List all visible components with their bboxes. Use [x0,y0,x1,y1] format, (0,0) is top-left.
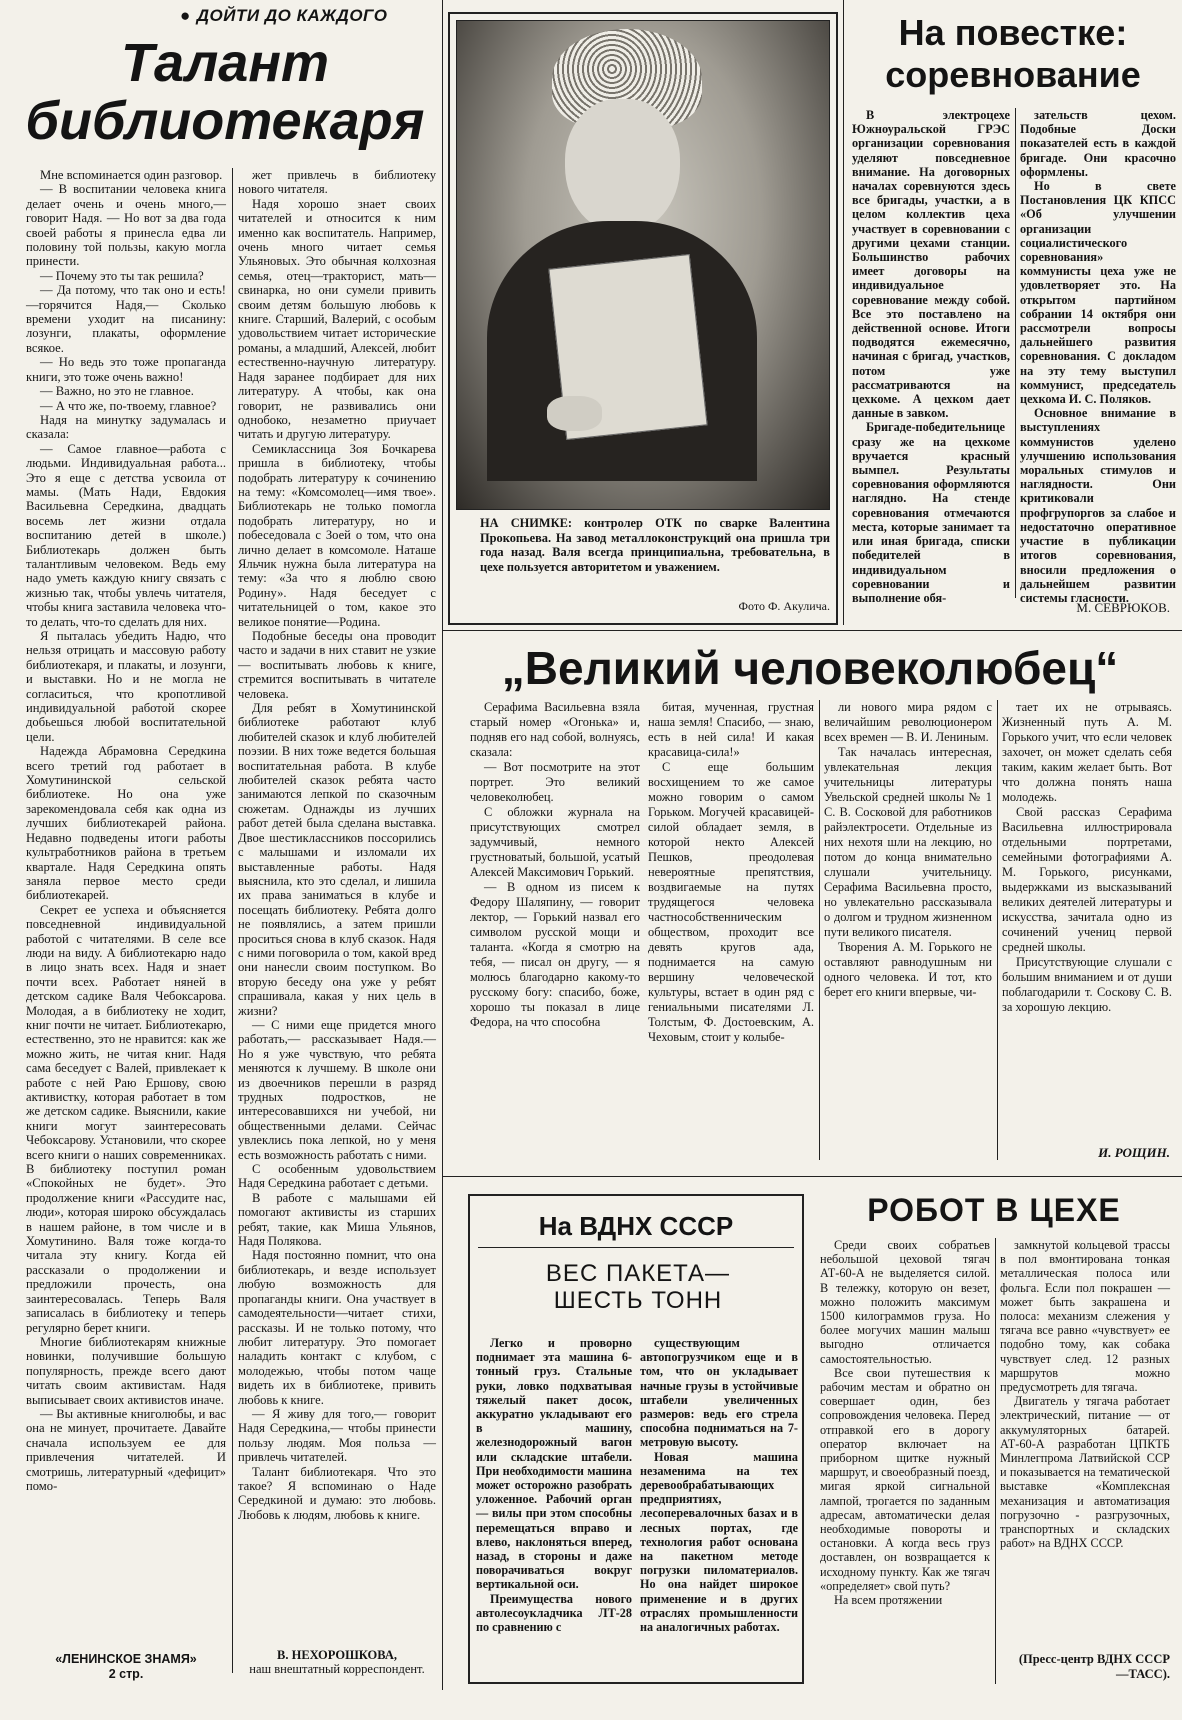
paragraph: — Самое главное—работа с людьми. Индивидуальная работа... Это я еще с детства усвоила от мамы. (Мать Нади, Евдокия Васильевна Середкина, двадцать восемь лет жизни отдала воспитанию детей в школе.) Библиотекарь должен быть талантливым человеком. Ведь ему надо уметь каждую книгу связать с жизнью так, чтобы увлечь читателя, чтобы книга заставила человека что-то делать, что-то сделать для них. [26,441,226,629]
paragraph: С особенным удовольствием Надя Середкина работает с детьми. [238,1162,436,1191]
paragraph: тает их не отрываясь. Жизненный путь А. М. Горького учит, что если человек захочет, он может сделать себя таким, каким желает быть. Вот что должна понять наша молодежь. [1002,700,1172,804]
paragraph: Основное внимание в выступлениях коммунистов уделено улучшению использования моральных стимулов и наглядности. Они критиковали профгрупоргов за слабое и недостаточно оперативное участие в публикации итогов соревнования, вносили предложения о дальнейшем развитии системы гласности. [1020,406,1176,605]
paragraph: Преимущества нового автолесоукладчика ЛТ-28 по сравнению с [476,1591,632,1635]
vdnh-article-title: ВЕС ПАКЕТА— ШЕСТЬ ТОНН [545,1260,731,1314]
vdnh-header [478,1204,794,1248]
talant-column-1 [26,168,226,1673]
paragraph: — Важно, но это не главное. [40,384,194,399]
povestka-signature: М. СЕВРЮКОВ. [1076,600,1170,615]
column-rule [1015,108,1016,598]
paragraph: С обложки журнала на присутствующих смотрел задумчивый, немного грустноватый, большой, усатый Алексей Максимович Горький. [470,805,640,879]
section-rule [443,630,1182,631]
page-number: 2 стр. [108,1667,144,1681]
paragraph: — Почему это ты так решила? [40,268,204,283]
paragraph: Я пыталась убедить Надю, что нельзя отрицать и массовую работу библиотекаря, и плакаты, и лозунги, и выставки. Но и не могла не согласиться, что кропотливой индивидуальной работой скорее добьешься любой воспитательной цели. [26,629,226,744]
vdnh-column-1 [476,1336,632,1680]
povestka-column-1 [852,108,1010,613]
paragraph: Бригаде-победительнице сразу же на цехкоме вручается красный вымпел. Результаты соревнования оформляются наглядно. На стенде соревнования отмечаются места, которые занимает та или иная бригада, списки победителей в индивидуальном соревновании и выполнение обя- [852,420,1010,605]
paragraph: Свой рассказ Серафима Васильевна иллюстрировала отдельными портретами, семейными фотографиями А. М. Горького, рисунками, выдержками из высказываний великих деятелей литературы и искусства, зачитала одно из сочинений учениц первой средней школы. [1002,805,1172,954]
paragraph: Присутствующие слушали с большим вниманием и от души поблагодарили т. Соскову С. В. за хорошую лекцию. [1002,955,1172,1014]
vdnh-box [468,1194,804,1684]
robot-signature: (Пресс-центр ВДНХ СССР—ТАСС). [1018,1652,1170,1681]
paragraph: — В воспитании человека книга делает очень и очень много,— говорит Надя. — Но вот за два года своей работы я принесла едва ли половину той пользы, какую могла принести. [26,182,226,269]
paragraph: существующим автопогрузчиком еще и в том, что он укладывает начные грузы в устойчивые штабели увеличенных размеров: ведь его стрела способна подниматься на 7-метровую высоту. [640,1336,798,1450]
author-name: В. НЕХОРОШКОВА, [277,1648,397,1662]
vdnh-column-2 [640,1336,798,1680]
portrait-photo [456,20,830,510]
paragraph: зательств цехом. Подобные Доски показателей есть в каждой бригаде. Они красочно оформлены. [1020,108,1176,179]
paragraph: Новая машина незаменима на тех деревообрабатывающих предприятиях, лесоперевалочных базах и в лесных портах, где технология работ основана на пакетном методе погрузки пиломатериалов. Но она найдет широкое применение и в других отраслях промышленности на аналогичных работах. [640,1449,798,1635]
paragraph: — В одном из писем к Федору Шаляпину, — говорит лектор, — Горький назвал его символом русской мощи и таланта. «Когда я смотрю на тебя, — писал он другу, — я молюсь благодарно какому-то русскому богу: спасибо, боже, хорошо ты показал в лице Федора, на что способна [470,880,640,1029]
photo-caption: НА СНИМКЕ: контролер ОТК по сварке Валентина Прокопьева. На завод металлоконструкций она пришла три года назад. Валя всегда принципиальна, требовательна, в цехе пользуется авторитетом и уважением. [480,516,830,574]
column-rule [819,700,820,1160]
velikiy-column-4 [1002,700,1172,1140]
vdnh-box-title: На ВДНХ СССР [538,1211,734,1241]
paragraph: Серафима Васильевна взяла старый номер «Огонька» и, подняв его над собой, волнуясь, сказала: [470,700,640,759]
paragraph: На всем протяжении [834,1593,943,1608]
talant-signature [238,1648,436,1676]
paragraph: В электроцехе Южноуральской ГРЭС организации соревнования уделяют повседневное внимание. На договорных началах соревнуются здесь все бригады, участки, а в целом коллектив цеха участвует в соревновании с другими цехами станции. Большинство рабочих имеет договоры на индивидуальное соревнование между собой. Все это поставлено на действенной основе. Итоги подводятся ежемесячно, начиная с бригад, участков, потом уже рассматриваются на цехкоме. А цехком дает данные в завком. [852,108,1010,421]
paragraph: — Да потому, что так оно и есть!—горячится Надя,— Сколько времени уходит на писанину: лозунги, плакаты, оформление всякое. [26,283,226,355]
paragraph: — Вы активные книголюбы, и вас она не минует, прочитаете. Давайте сначала используем ее для привлечения читателей. И смотришь, литературный «дефицит» помо- [26,1406,226,1493]
paragraph: Надя постоянно помнит, что она библиотекарь, и везде использует любую возможность для пропаганды книги. Она участвует в самодеятельности—читает стихи, рассказы. И не только потому, что любит литературу. Это помогает наладить контакт с клубом, с молодежью, чтобы потом чаще видеть их в библиотеке, привить любовь к книге. [238,1248,436,1407]
column-rule [995,1238,996,1684]
paragraph: жет привлечь в библиотеку нового читателя. [238,168,436,197]
photo-hand [547,396,602,431]
paragraph: — С ними еще придется много работать,— рассказывает Надя.— Но я уже чувствую, что ребята меняются к лучшему. В школе они из двоечников перешли в разряд трудных подростков, не интересовавшихся ни учебой, ни общественными делами. Сейчас увлеклись пока лепкой, но у меня есть возможность работать с ними. [238,1017,436,1162]
article-title-velikiy: „Великий человеколюбец“ [501,642,1119,694]
talant-column-2 [238,168,436,1643]
paragraph: Легко и проворно поднимает эта машина 6-тонный груз. Стальные руки, ловко подхватывая тяжелый пакет досок, аккуратно укладывают его в машину, железнодорожный вагон или складские штабели. При необходимости машина может осторожно разобрать уложенное. Рабочий орган — вилы при этом способны перемещаться вправо и влево, наклоняться вперед, назад, в стороны и даже поворачиваться вокруг вертикальной оси. [476,1336,632,1592]
article-title-robot: РОБОТ В ЦЕХЕ [867,1192,1121,1228]
paragraph: Надежда Абрамовна Середкина всего третий год работает в Хомутининской сельской библиотеке. Но она уже зарекомендовала себя как одна из лучших библиотекарей района. Недавно подведены итоги работы культработников района в третьем квартале. Надя Середкина опять заняла первое место среди библиотекарей. [26,744,226,903]
paragraph: Семиклассница Зоя Бочкарева пришла в библиотеку, чтобы подобрать литературу к сочинению на тему: «Комсомолец—имя твое». Библиотекарь не только помогла подобрать литературу, но и побеседовала с Зоей о том, что она лично делает в комсомоле. Наташе Яльчик нужна была литература на тему: «За что я люблю свою Родину». Надя беседует с читательницей о том, какое это великое понятие—Родина. [238,441,436,629]
section-kicker: ● ДОЙТИ ДО КАЖДОГО [180,6,388,25]
paragraph: Так началась интересная, увлекательная лекция учительницы литературы Увельской средней школы № 1 С. В. Сосковой для работников райэлектросети. Отдельные из них нехотя шли на лекцию, но потом до конца внимательно слушали учительницу. Серафима Васильевна просто, но увлекательно рассказывала о долгом и трудном жизненном пути великого писателя. [824,745,992,939]
paragraph: Многие библиотекарям книжные новинки, получившие большую популярность, прежде всего дают читать своим активистам. Надя выписывает своих активистов иначе. [26,1334,226,1407]
povestka-column-2 [1020,108,1176,605]
velikiy-column-3 [824,700,992,1160]
paragraph: битая, мученная, грустная наша земля! Спасибо, — знаю, есть в ней сила! И какая красавица-сила!» [648,700,814,759]
section-rule [442,0,443,1690]
paragraph: Надя хорошо знает своих читателей и относится к ним именно как воспитатель. Например, очень много читает семья Ульяновых. Это обычная колхозная семья, отец—тракторист, мать—свинарка, но они сумели привить своим детям большую любовь к книге. Старший, Валерий, с особым удовольствием читает исторические романы, а младший, Алексей, любит естественно-научную литературу. Надя заранее подбирает для них литературу. А чтобы, как она говорит, не развивались они однобоко, незаметно приучает читать и другую литературу. [238,196,436,442]
velikiy-column-1 [470,700,640,1160]
paragraph: Для ребят в Хомутининской библиотеке работают клуб любителей сказок и клуб любителей поэзии. В них тоже ведется большая воспитательная работа. В клубе любителей сказок ребята часто занимаются лепкой по сказочным сюжетам. Однажды из лучших работ детей была сделана выставка. Двое шестиклассников поссорились с малышами и изломали их выставленные работы. Надя выяснила, кто это сделал, и лишила их права заниматься в клубе и посещать библиотеку. Ребята долго не появлялись, а затем пришли проситься снова в клуб сказок. Надя с ними поговорила о том, какой вред они нанесли своим поступком. Во вторую беседу она уже у ребят спрашивала, какая у них цель в жизни? [238,701,436,1018]
paragraph: В работе с малышами ей помогают активисты из старших ребят, такие, как Миша Ульянов, Надя Полякова. [238,1190,436,1249]
paragraph: ли нового мира рядом с величайшим революционером всех времен — В. И. Лениным. [824,700,992,744]
paragraph: Все свои путешествия к рабочим местам и обратно он совершает один, без сопровождения человека. Перед отправкой его в дорогу оператор включает на приборном щитке нужный маршрут, и своеобразный поезд, мигая яркой сигнальной лампой, трогается по заданным адресам, автоматически делая необходимые повороты и остановки. А когда весь груз доставлен, он возвращается к исходному пункту. Как же тягач «определяет» свой путь? [820,1365,990,1593]
photo-frame [448,12,838,625]
robot-column-1 [820,1238,990,1684]
column-rule [232,168,233,1673]
paragraph: Среди своих собратьев небольшой цеховой тягач АТ-60-А не выделяется силой. В тележку, которую он везет, можно положить максимум 1500 килограммов груза. Но более могучих машин малыш выгодно отличается самостоятельностью. [820,1238,990,1366]
paragraph: Талант библиотекаря. Что это такое? Я вспоминаю о Наде Середкиной и думаю: это любовь. Любовь к людям, любовь к книге. [238,1464,436,1522]
paragraph: Творения А. М. Горького не оставляют равнодушным ни одного человека. И тот, кто берет его книги впервые, чи- [824,940,992,999]
author-role: наш внештатный корреспондент. [249,1662,425,1676]
photo-face [565,99,680,234]
article-title-talant: Талант библиотекаря [25,33,425,151]
paragraph: Двигатель у тягача работает электрический, питание — от аккумуляторных батарей. АТ-60-А разработан ЦПКТБ Минлегпрома Латвийской ССР и показывается на тематической выставке «Комплексная механизация и автоматизация погрузочно - разгрузочных, транспортных и складских работ» на ВДНХ СССР. [1000,1394,1170,1551]
paragraph: — Я живу для того,— говорит Надя Середкина,— чтобы принести пользу людям. Моя польза — привлечь читателей. [238,1406,436,1465]
paragraph: Надя на минутку задумалась и сказала: [26,412,226,442]
bullet-icon: ● [180,6,191,25]
velikiy-signature: И. РОЩИН. [1098,1145,1170,1160]
paragraph: замкнутой кольцевой трассы в пол вмонтирована тонкая металлическая полоса или фольга. Если пол покрашен — может быть закрашена и полоса: механизм слежения у тягача все равно «чувствует» ее подобно тому, как собака чувствует след. 12 разных маршрутов можно предусмотреть для тягача. [1000,1238,1170,1395]
column-rule [997,700,998,1160]
section-rule [443,1176,1182,1177]
paragraph: Секрет ее успеха и объясняется повседневной индивидуальной работой с читателями. В селе все люди на виду. А библиотекарю надо в лицо знать всех. Надя и знает почти всех. Работает няней в детском садике Валя Чебоксарова. Молодая, а в библиотеку не ходит, книг почти не читает. Библиотекарю, естественно, это не нравится: как же можно жить, не читая книг. Надя сама беседует с Валей, привлекает к работе с ней Раю Ершову, свою активистку, которая работает в том же детском садике. Выяснили, какие книги могут заинтересовать Чебоксарову. Установили, что скорее всего книги о наших современниках. В библиотеку поступил роман «Спокойных не будет». Это продолжение книги «Рассудите нас, люди», которая широко обсуждалась в нашем районе, в том числе и в Хомутинино. Валя тоже когда-то читала эту книгу. Когда ей рассказали о продолжении и предложили прочесть, она заинтересовалась. Теперь Валя записалась в библиотеку и теперь регулярно берет книги. [26,902,226,1335]
section-rule [843,0,844,625]
photo-credit: Фото Ф. Акулича. [738,599,830,613]
paragraph: — А что же, по-твоему, главное? [40,398,217,413]
paragraph: — Но ведь это тоже пропаганда книги, это тоже очень важно! [26,355,226,384]
paragraph: Подобные беседы она проводит часто и задачи в них ставит не узкие — воспитывать любовь к книге, стремится воспитывать в читателе человека. [238,629,436,701]
velikiy-column-2 [648,700,814,1160]
robot-column-2 [1000,1238,1170,1646]
paragraph: С еще большим восхищением то же самое можно говорим о самом Горьком. Могучей красавицей-силой обладает земля, в которой некто Алексей Пешков, преодолевая невероятные препятствия, воздвигаемые на путях трудящегося человека частнособственническим обществом, проходит все девять кругов ада, поднимается на самую вершину человеческой культуры, встает в один ряд с гениальными писателями Л. Толстым, Ф. Достоевским, А. Чеховым, стоит у колыбе- [648,760,814,1044]
paragraph: — Вот посмотрите на этот портрет. Это великий человеколюбец. [470,760,640,804]
paragraph: Мне вспоминается один разговор. [40,168,223,182]
paragraph: Но в свете Постановления ЦК КПСС «Об улучшении организации социалистического соревнования» коммунисты цеха уже не удовлетворяет это. На открытом партийном собрании 14 октября они рассмотрели вопросы дальнейшего развития соревнования. С докладом на эту тему выступил коммунист, председатель цехкома И. С. Поляков. [1020,179,1176,407]
newspaper-masthead [26,1652,226,1682]
article-title-povestka: На повестке: соревнование [885,12,1141,95]
newspaper-name: «ЛЕНИНСКОЕ ЗНАМЯ» [55,1652,197,1666]
